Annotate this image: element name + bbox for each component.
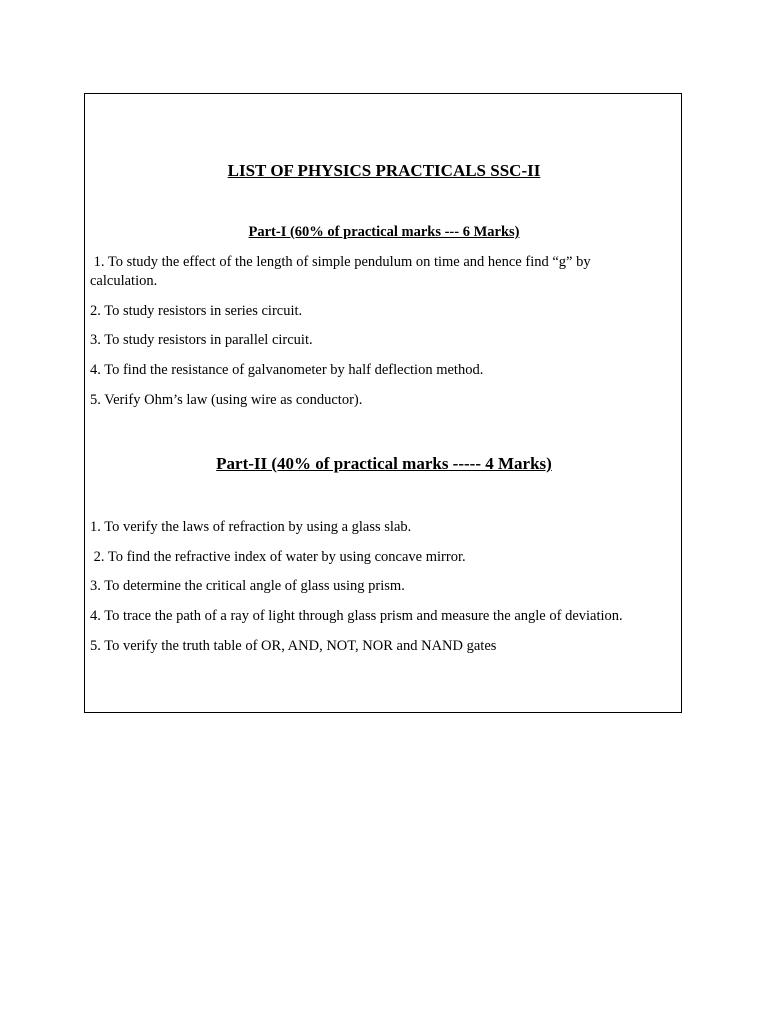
part1-item-2: 2. To study resistors in series circuit. — [90, 303, 303, 319]
part1-item-4: 4. To find the resistance of galvanometer by half deflection method. — [90, 362, 484, 378]
part2-item-2: 2. To find the refractive index of water by using concave mirror. — [90, 549, 466, 565]
part1-item-3: 3. To study resistors in parallel circuit. — [90, 332, 313, 348]
part2-item-4: 4. To trace the path of a ray of light through glass prism and measure the angle of deviation. — [90, 608, 623, 624]
part1-item-5: 5. Verify Ohm’s law (using wire as conductor). — [90, 392, 363, 408]
part2-item-1: 1. To verify the laws of refraction by using a glass slab. — [90, 519, 412, 535]
part1-heading: Part-I (60% of practical marks --- 6 Marks) — [248, 224, 520, 240]
part2-item-5: 5. To verify the truth table of OR, AND, NOT, NOR and NAND gates — [90, 638, 497, 654]
part2-item-3: 3. To determine the critical angle of glass using prism. — [90, 578, 405, 594]
document-title: LIST OF PHYSICS PRACTICALS SSC-II — [227, 161, 541, 180]
part1-item-1: 1. To study the effect of the length of simple pendulum on time and hence find “g” by calculation. — [90, 254, 595, 289]
part2-heading: Part-II (40% of practical marks ----- 4 Marks) — [216, 454, 552, 473]
